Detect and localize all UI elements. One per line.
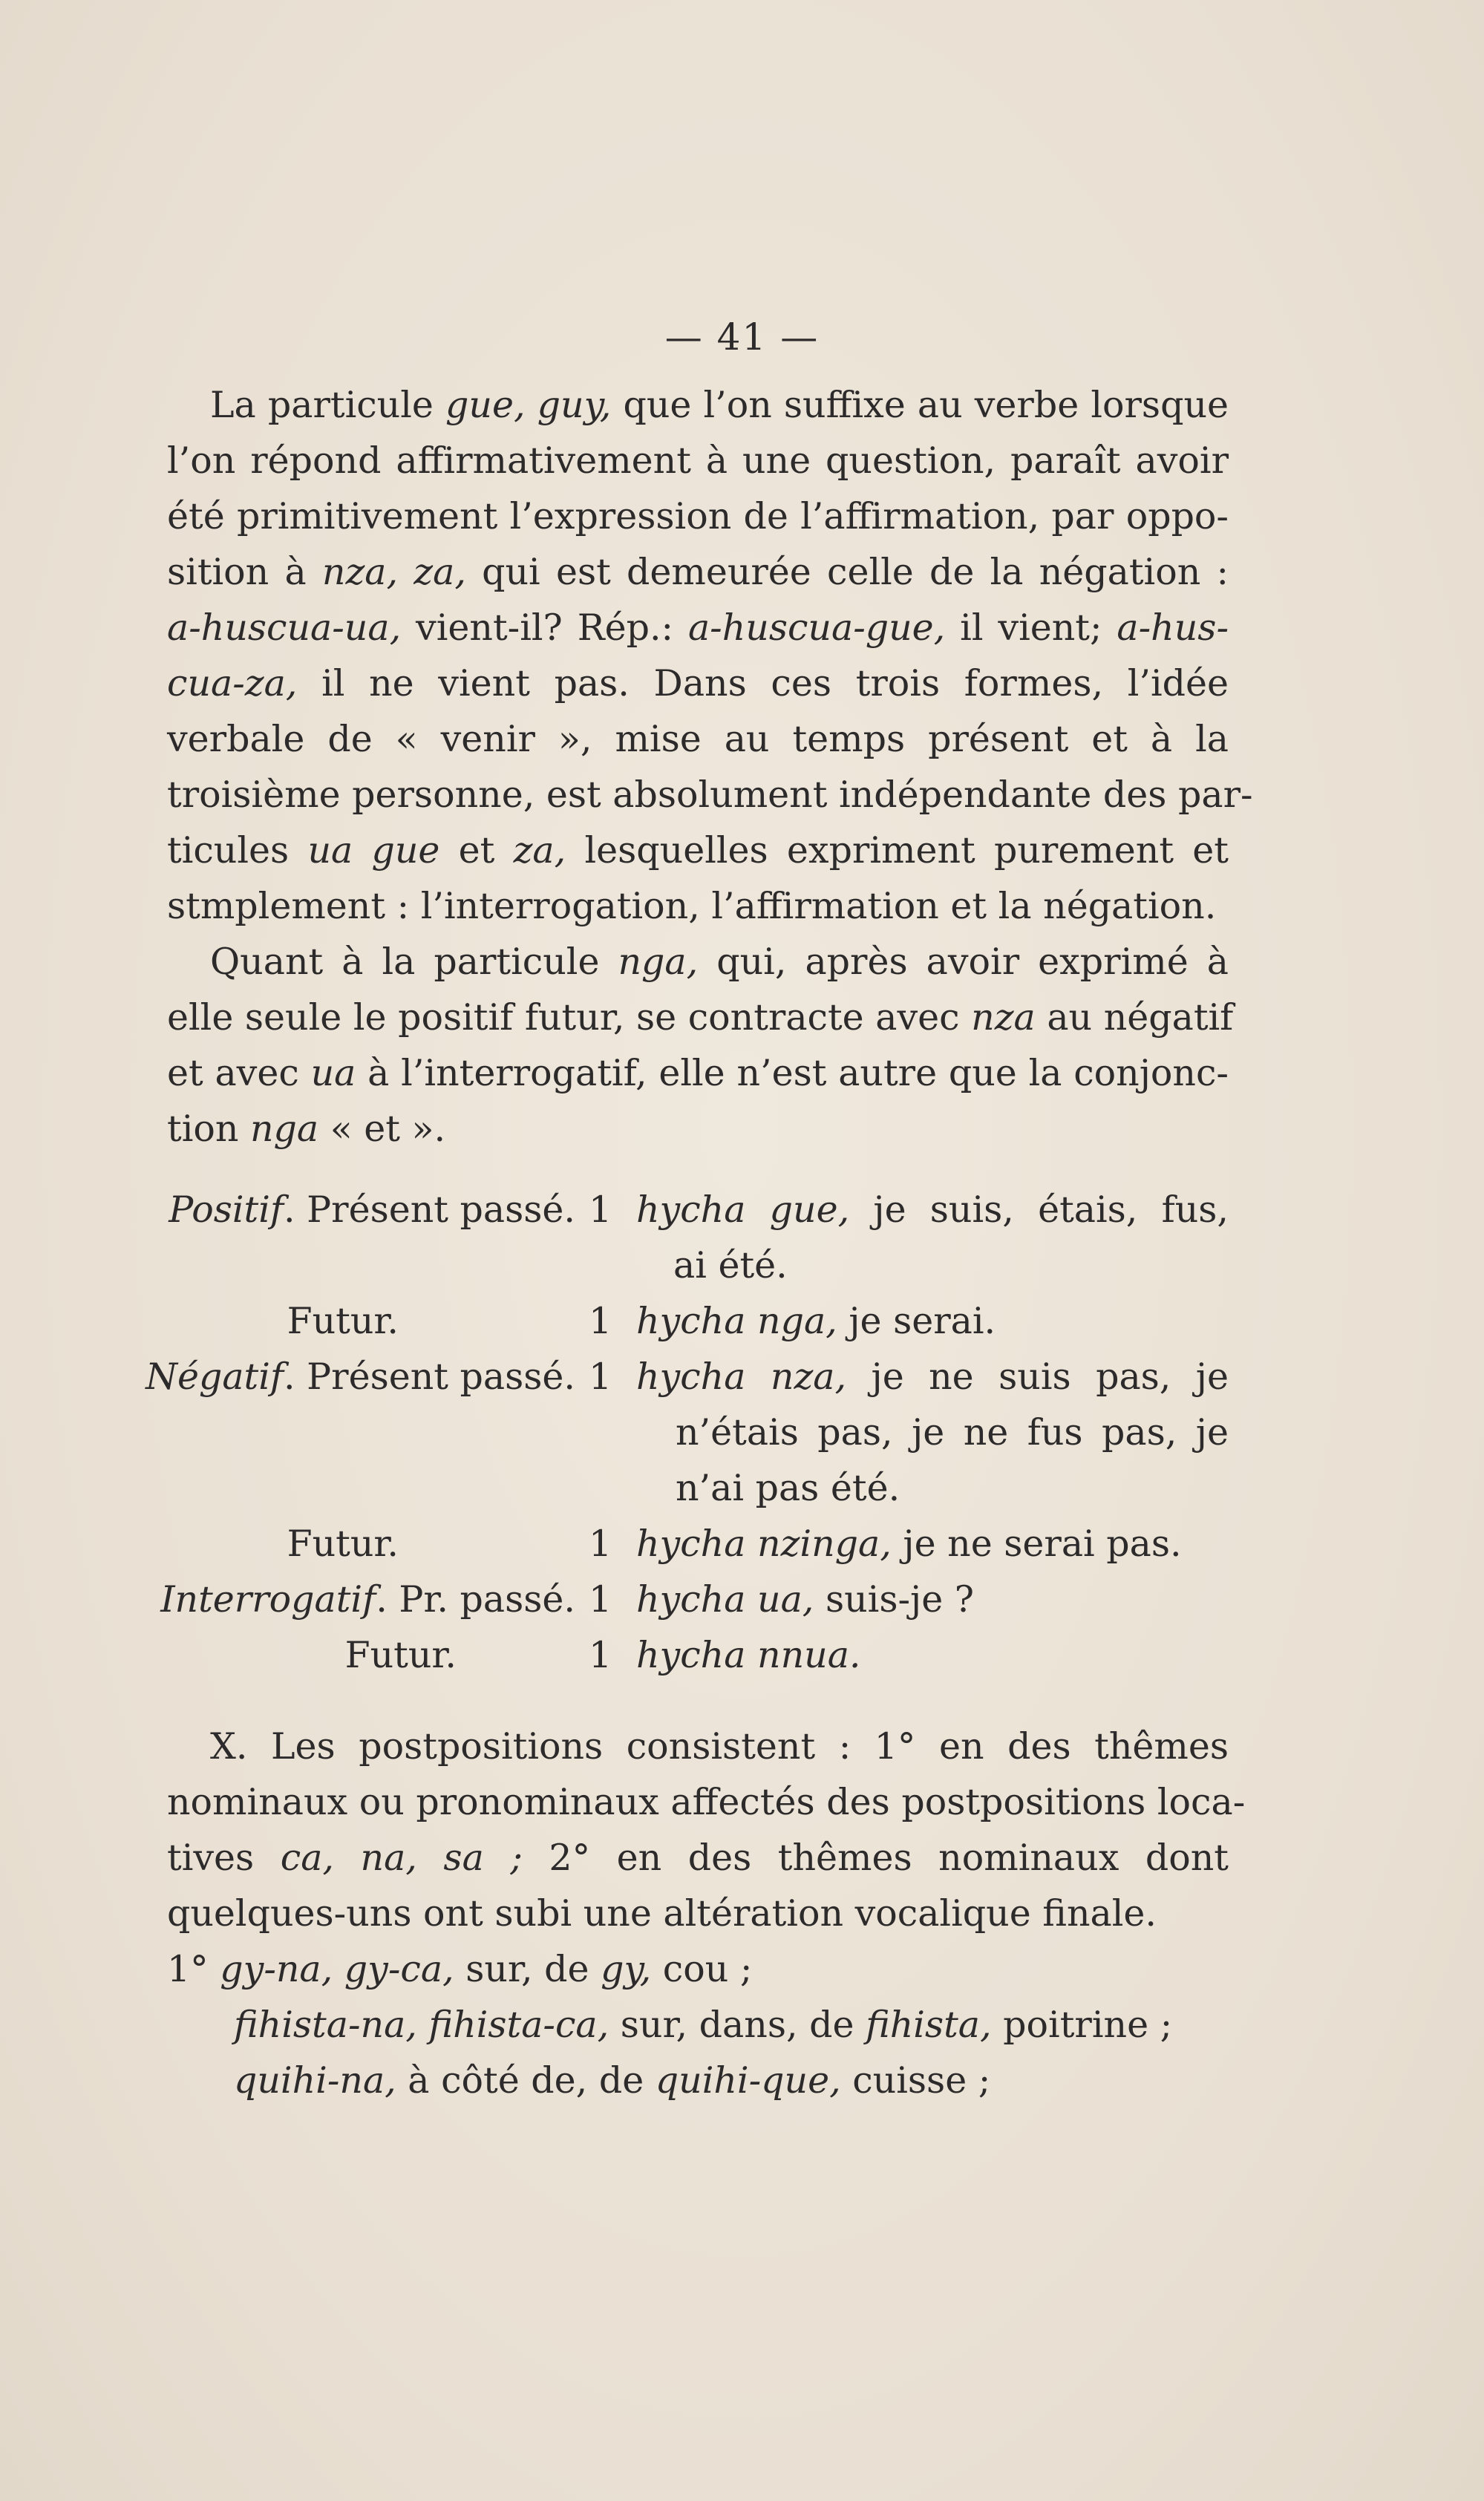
text-line: sition à nza, za, qui est demeurée celle de la négation : — [167, 551, 1229, 593]
text-line: et avec ua à l’interrogatif, elle n’est autre que la conjonc- — [167, 1052, 1229, 1094]
text-line: tives ca, na, sa ; 2° en des thêmes nominaux dont — [167, 1837, 1229, 1879]
paragraph-particle-nga — [167, 934, 1234, 1157]
text-line: fihista-na, fihista-ca, sur, dans, de fihista, poitrine ; — [234, 2004, 1173, 2046]
row-number: 1 — [589, 1356, 612, 1398]
text-line: cua-za, il ne vient pas. Dans ces trois formes, l’idée — [167, 662, 1229, 704]
text-line: nominaux ou pronominaux affectés des postpositions loca- — [167, 1781, 1246, 1823]
text-line: été primitivement l’expression de l’affirmation, par oppo- — [167, 495, 1229, 537]
table-row — [167, 1627, 1229, 1683]
row-gloss: n’étais pas, je ne fus pas, je — [676, 1411, 1229, 1454]
row-gloss: hycha nzinga, je ne serai pas. — [636, 1523, 1182, 1565]
row-gloss: ai été. — [673, 1244, 788, 1287]
row-label: Positif. Présent passé. — [169, 1189, 575, 1231]
row-number: 1 — [589, 1523, 612, 1565]
row-number: 1 — [589, 1634, 612, 1676]
text-line: quihi-na, à côté de, de quihi-que, cuisse ; — [234, 2059, 991, 2102]
text-line: tion nga « et ». — [167, 1108, 446, 1150]
text-line: verbale de « venir », mise au temps présent et à la — [167, 718, 1229, 760]
text-line: X. Les postpositions consistent : 1° en des thêmes — [210, 1725, 1229, 1768]
table-row — [167, 1405, 1229, 1460]
text-line: l’on répond affirmativement à une question, paraît avoir — [167, 439, 1229, 482]
paragraph-particle-gue — [167, 377, 1253, 934]
text-line: stmplement : l’interrogation, l’affirmation et la négation. — [167, 885, 1217, 927]
text-line: a-huscua-ua, vient-il? Rép.: a-huscua-gue, il vient; a-hus- — [167, 607, 1229, 649]
text-line: troisième personne, est absolument indépendante des par- — [167, 774, 1253, 816]
table-row — [167, 1182, 1229, 1238]
row-label: Futur. — [344, 1634, 457, 1676]
row-gloss: hycha nga, je serai. — [636, 1300, 996, 1342]
text-line: quelques-uns ont subi une altération vocalique finale. — [167, 1892, 1157, 1935]
row-label: Futur. — [287, 1523, 399, 1565]
row-number: 1 — [589, 1578, 612, 1621]
row-label: Négatif. Présent passé. — [146, 1356, 575, 1398]
row-gloss: n’ai pas été. — [676, 1467, 900, 1509]
row-gloss: hycha ua, suis-je ? — [636, 1578, 975, 1621]
section-postpositions — [167, 1719, 1246, 2108]
text-line: Quant à la particule nga, qui, après avoir exprimé à — [210, 941, 1229, 983]
text-line: 1° gy-na, gy-ca, sur, de gy, cou ; — [167, 1948, 753, 1990]
table-row — [167, 1460, 1229, 1516]
table-row — [167, 1293, 1229, 1349]
row-label: Futur. — [287, 1300, 399, 1342]
row-number: 1 — [589, 1300, 612, 1342]
row-gloss: hycha nza, je ne suis pas, je — [636, 1356, 1229, 1398]
row-gloss: hycha nnua. — [636, 1634, 861, 1676]
table-row — [167, 1516, 1229, 1572]
table-row — [146, 1349, 1229, 1405]
row-label: Interrogatif. Pr. passé. — [160, 1578, 575, 1621]
table-row — [160, 1572, 1229, 1627]
page-number: — 41 — — [664, 316, 820, 359]
table-row — [167, 1238, 1229, 1293]
conjugation-table — [146, 1182, 1229, 1683]
text-line: elle seule le positif futur, se contracte avec nza au négatif — [167, 996, 1234, 1039]
text-line: La particule gue, guy, que l’on suffixe au verbe lorsque — [210, 384, 1229, 426]
text-line: ticules ua gue et za, lesquelles expriment purement et — [167, 829, 1229, 872]
row-gloss: hycha gue, je suis, étais, fus, — [636, 1189, 1229, 1231]
row-number: 1 — [589, 1189, 612, 1231]
